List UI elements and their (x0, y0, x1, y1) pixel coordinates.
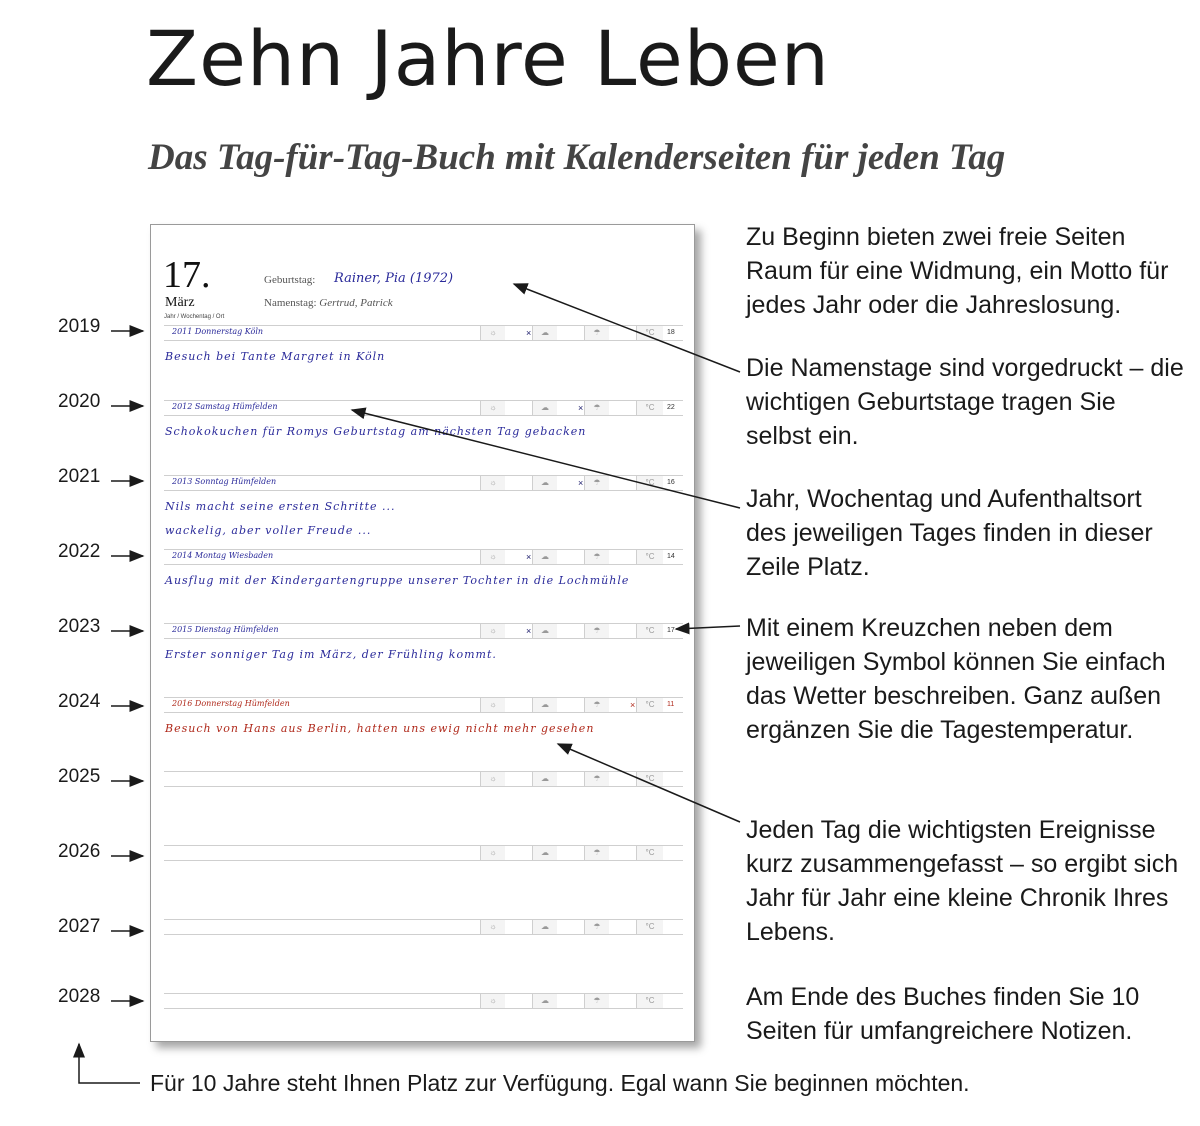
description-text: Jahr, Wochentag und Aufenthaltsort des jeweiligen Tages finden in dieser Zeile Platz. (746, 485, 1153, 581)
weather-cross-mark: × (526, 328, 532, 338)
nameday-label: Namenstag: (264, 297, 317, 309)
year-label: 2028 (58, 986, 101, 1007)
year-label: 2022 (58, 541, 101, 562)
year-label: 2025 (58, 766, 101, 787)
birthday-label: Geburtstag: (264, 274, 316, 286)
entry-text: Besuch bei Tante Margret in Köln (165, 350, 386, 363)
rain-icon: ☂ (584, 846, 609, 860)
cloud-icon: ☁ (532, 698, 557, 712)
arrow-footer (79, 1044, 140, 1083)
description-text: Jeden Tag die wichtigsten Ereignisse kurz zusammengefasst – so ergibt sich Jahr für Jahr eine kleine Chronik Ihres Lebens. (746, 816, 1179, 946)
year-label: 2019 (58, 316, 101, 337)
birthday-value: Rainer, Pia (1972) (334, 271, 454, 286)
temperature-value: 18 (667, 329, 675, 336)
arrow-yearline (352, 410, 740, 508)
sun-icon: ☼ (480, 326, 505, 340)
cloud-icon: ☁ (532, 772, 557, 786)
cloud-icon: ☁ (532, 920, 557, 934)
weather-cross-mark: × (578, 403, 584, 413)
sun-icon: ☼ (480, 698, 505, 712)
description-text: Die Namenstage sind vorgedruckt – die wichtigen Geburtstage tragen Sie selbst ein. (746, 354, 1184, 450)
celsius-label: °C (636, 846, 663, 860)
description-text: Zu Beginn bieten zwei freie Seiten Raum für eine Widmung, ein Motto für jedes Jahr oder die Jahreslosung. (746, 223, 1169, 319)
entry-text: Schokokuchen für Romys Geburtstag am nächsten Tag gebacken (165, 425, 587, 438)
sun-icon: ☼ (480, 476, 505, 490)
cloud-icon: ☁ (532, 550, 557, 564)
entry-text: Erster sonniger Tag im März, der Frühling kommt. (165, 648, 497, 661)
page-title: Zehn Jahre Leben (146, 14, 830, 103)
rain-icon: ☂ (584, 550, 609, 564)
rain-icon: ☂ (584, 326, 609, 340)
footer-note: Für 10 Jahre steht Ihnen Platz zur Verfügung. Egal wann Sie beginnen möchten. (150, 1070, 970, 1096)
cloud-icon: ☁ (532, 846, 557, 860)
entry-text: wackelig, aber voller Freude ... (165, 524, 372, 537)
cloud-icon: ☁ (532, 624, 557, 638)
row-year-weekday-place: 2012 Samstag Hümfelden (172, 402, 278, 411)
cloud-icon: ☁ (532, 994, 557, 1008)
description-text: Mit einem Kreuzchen neben dem jeweiligen Symbol können Sie einfach das Wetter beschreiben. Ganz außen ergänzen Sie die Tagestemperatur. (746, 614, 1166, 744)
temperature-value: 14 (667, 553, 675, 560)
rain-icon: ☂ (584, 476, 609, 490)
rain-icon: ☂ (584, 920, 609, 934)
sun-icon: ☼ (480, 772, 505, 786)
arrow-weather (676, 626, 740, 629)
cloud-icon: ☁ (532, 476, 557, 490)
rain-icon: ☂ (584, 698, 609, 712)
sun-icon: ☼ (480, 401, 505, 415)
year-label: 2027 (58, 916, 101, 937)
row-year-weekday-place: 2013 Sonntag Hümfelden (172, 477, 277, 486)
weather-cross-mark: × (526, 552, 532, 562)
weather-cross-mark: × (578, 478, 584, 488)
sun-icon: ☼ (480, 624, 505, 638)
sun-icon: ☼ (480, 846, 505, 860)
year-label: 2024 (58, 691, 101, 712)
temperature-value: 11 (667, 701, 675, 708)
row-year-weekday-place: 2011 Donnerstag Köln (172, 327, 264, 336)
celsius-label: °C (636, 772, 663, 786)
sun-icon: ☼ (480, 994, 505, 1008)
temperature-value: 22 (667, 404, 675, 411)
temperature-value: 17 (667, 627, 675, 634)
nameday-value: Gertrud, Patrick (319, 297, 393, 309)
celsius-label: °C (636, 698, 663, 712)
weather-cross-mark: × (630, 700, 636, 710)
cloud-icon: ☁ (532, 401, 557, 415)
page-subtitle: Das Tag-für-Tag-Buch mit Kalenderseiten für jeden Tag (148, 137, 1006, 178)
column-header: Jahr / Wochentag / Ort (164, 314, 225, 320)
rain-icon: ☂ (584, 994, 609, 1008)
row-year-weekday-place: 2014 Montag Wiesbaden (172, 551, 274, 560)
month-name: März (165, 295, 195, 310)
day-number: 17. (163, 254, 211, 296)
celsius-label: °C (636, 326, 663, 340)
year-label: 2023 (58, 616, 101, 637)
celsius-label: °C (636, 550, 663, 564)
weather-cross-mark: × (526, 626, 532, 636)
sun-icon: ☼ (480, 550, 505, 564)
celsius-label: °C (636, 476, 663, 490)
sun-icon: ☼ (480, 920, 505, 934)
entry-text: Besuch von Hans aus Berlin, hatten uns ewig nicht mehr gesehen (165, 722, 595, 735)
celsius-label: °C (636, 624, 663, 638)
rain-icon: ☂ (584, 401, 609, 415)
celsius-label: °C (636, 994, 663, 1008)
arrow-events (558, 744, 740, 822)
year-label: 2020 (58, 391, 101, 412)
celsius-label: °C (636, 401, 663, 415)
cloud-icon: ☁ (532, 326, 557, 340)
year-label: 2021 (58, 466, 101, 487)
rain-icon: ☂ (584, 772, 609, 786)
entry-text: Ausflug mit der Kindergartengruppe unserer Tochter in die Lochmühle (165, 574, 630, 587)
row-year-weekday-place: 2016 Donnerstag Hümfelden (172, 699, 290, 708)
arrow-nameday (514, 284, 740, 372)
celsius-label: °C (636, 920, 663, 934)
entry-text: Nils macht seine ersten Schritte ... (165, 500, 396, 513)
temperature-value: 16 (667, 479, 675, 486)
description-text: Am Ende des Buches finden Sie 10 Seiten für umfangreichere Notizen. (746, 983, 1140, 1045)
row-year-weekday-place: 2015 Dienstag Hümfelden (172, 625, 279, 634)
year-label: 2026 (58, 841, 101, 862)
rain-icon: ☂ (584, 624, 609, 638)
